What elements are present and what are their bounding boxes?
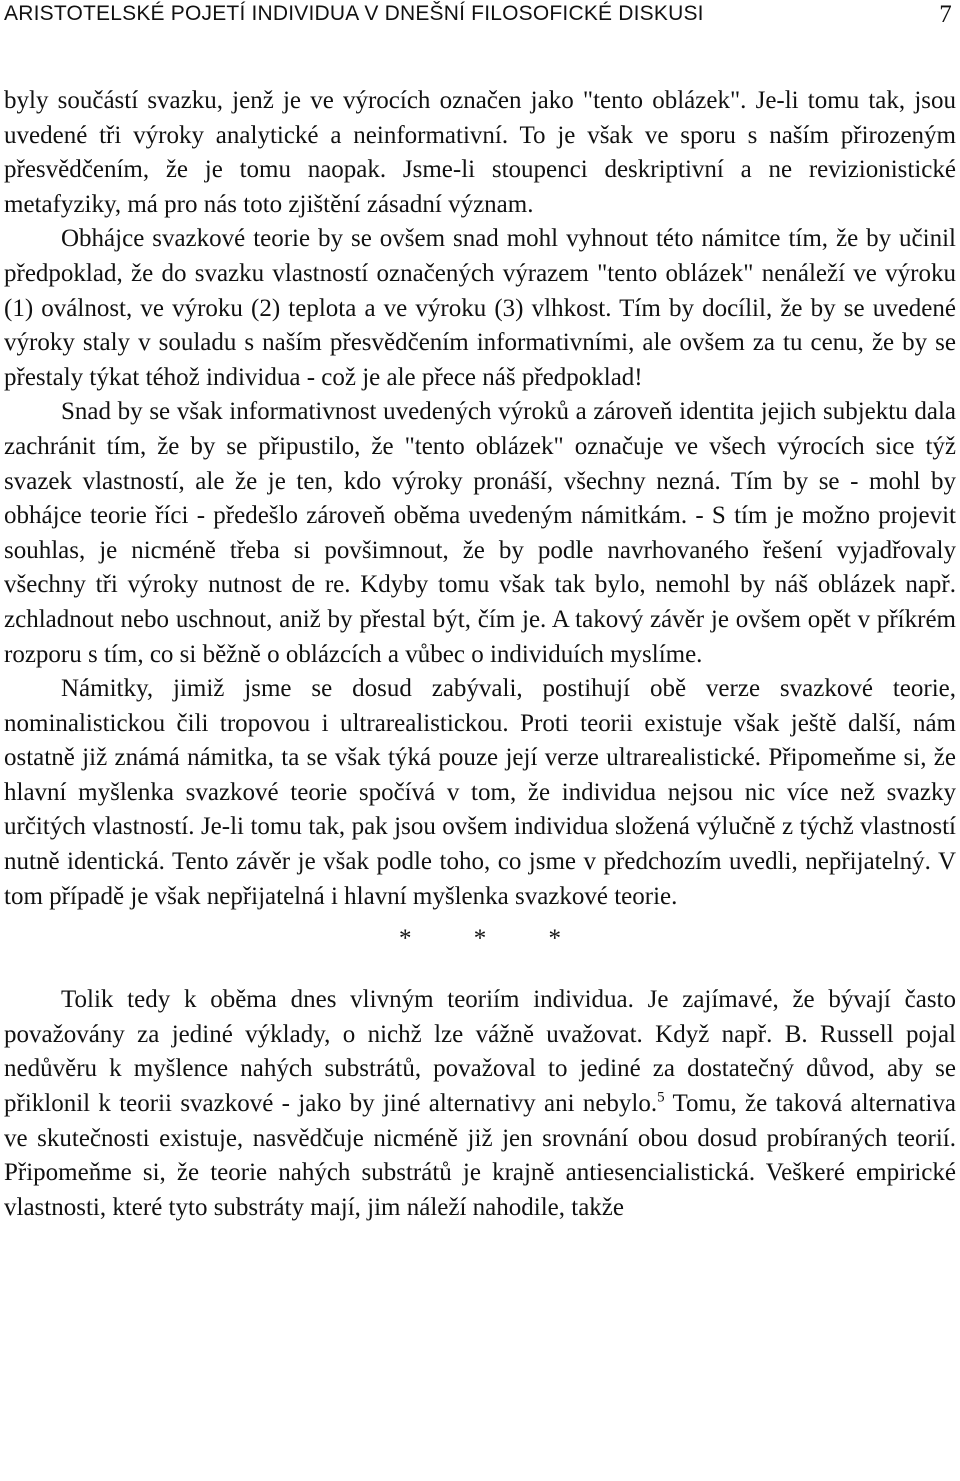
divider-asterisk: * bbox=[548, 925, 561, 953]
footnote-reference: 5 bbox=[657, 1089, 665, 1106]
divider-asterisk: * bbox=[399, 925, 412, 953]
paragraph: Obhájce svazkové teorie by se ovšem snad mohl vyhnout této námitce tím, že by učinil předpoklad, že do svazku vlastností označených výrazem "tento oblázek" nenáleží ve výroku (1) oválnost, ve výroku (2) teplota a ve výroku (3) vlhkost. Tím by docílil, že by se uvedené výroky staly v souladu s naším přesvědčením informativními, ale ovšem za tu cenu, že by se přestaly týkat téhož individua - což je ale přece náš předpoklad! bbox=[4, 225, 956, 391]
paragraph: Námitky, jimiž jsme se dosud zabývali, postihují obě verze svazkové teorie, nominalistickou čili tropovou i ultrarealistickou. Proti teorii existuje však ještě další, nám ostatně již známá námitka, ta se však týká pouze její verze ultrarealistické. Připomeňme si, že hlavní myšlenka svazkové teorie spočívá v tom, že individua nejsou nic více než svazky určitých vlastností. Je-li tomu tak, pak jsou ovšem individua složená výlučně z týchž vlastností nutně identická. Tento závěr je však podle toho, co jsme v předchozím uvedli, nepřijatelný. V tom případě je však nepřijatelná i hlavní myšlenka svazkové teorie. bbox=[4, 675, 956, 910]
divider-asterisk: * bbox=[473, 925, 487, 953]
running-title: ARISTOTELSKÉ POJETÍ INDIVIDUA V DNEŠNÍ FILOSOFICKÉ DISKUSI bbox=[4, 2, 704, 25]
paragraph-text-before-note: Tolik tedy k oběma dnes vlivným teoriím individua. Je zajímavé, že bývají často považovány za jediné výklady, o nichž lze vážně uvažovat. Když např. B. Russell pojal nedůvěru k myšlence nahých substrátů, považoval to jediné za dostatečný důvod, aby se přiklonil k teorii svazkové - jako by jiné alternativy ani nebylo. bbox=[4, 986, 956, 1118]
running-header bbox=[4, 2, 952, 38]
body-text bbox=[4, 84, 956, 1225]
paragraph-final bbox=[4, 983, 956, 1225]
page-number: 7 bbox=[939, 1, 952, 28]
paragraph: Snad by se však informativnost uvedených výroků a zároveň identita jejich subjektu dala zachránit tím, že by se připustilo, že "tento oblázek" označuje ve všech výrocích sice týž svazek vlastností, ale že je ten, kdo výroky pronáší, všechny nezná. Tím by se - mohl by obhájce teorie říci - předešlo zároveň oběma uvedeným námitkám. - S tím je možno projevit souhlas, je nicméně třeba si povšimnout, že by podle navrhovaného řešení vyjadřovaly všechny tři výroky nutnost de re. Kdyby tomu však tak bylo, nemohl by náš oblázek např. zchladnout nebo uschnout, aniž by přestal být, čím je. A takový závěr je ovšem opět v příkrém rozporu s tím, co si běžně o oblázcích a vůbec o individuích myslíme. bbox=[4, 398, 956, 668]
paragraph-continuation: byly součástí svazku, jenž je ve výrocích označen jako "tento oblázek". Je-li tomu tak, jsou uvedené tři výroky analytické a neinformativní. To je však ve sporu s naším přirozeným přesvědčením, že je tomu naopak. Jsme-li stoupenci deskriptivní a ne revizionistické metafyziky, má pro nás toto zjištění zásadní význam. bbox=[4, 87, 956, 218]
paragraph-text-after-note: Tomu, že taková alternativa ve skutečnosti existuje, nasvědčuje nicméně již jen srovnání obou dosud probíraných teorií. Připomeňme si, že teorie nahých substrátů je krajně antiesencialistická. Veškeré empirické vlastnosti, které tyto substráty mají, jim náleží nahodile, takže bbox=[4, 1090, 956, 1221]
section-divider bbox=[4, 914, 956, 983]
